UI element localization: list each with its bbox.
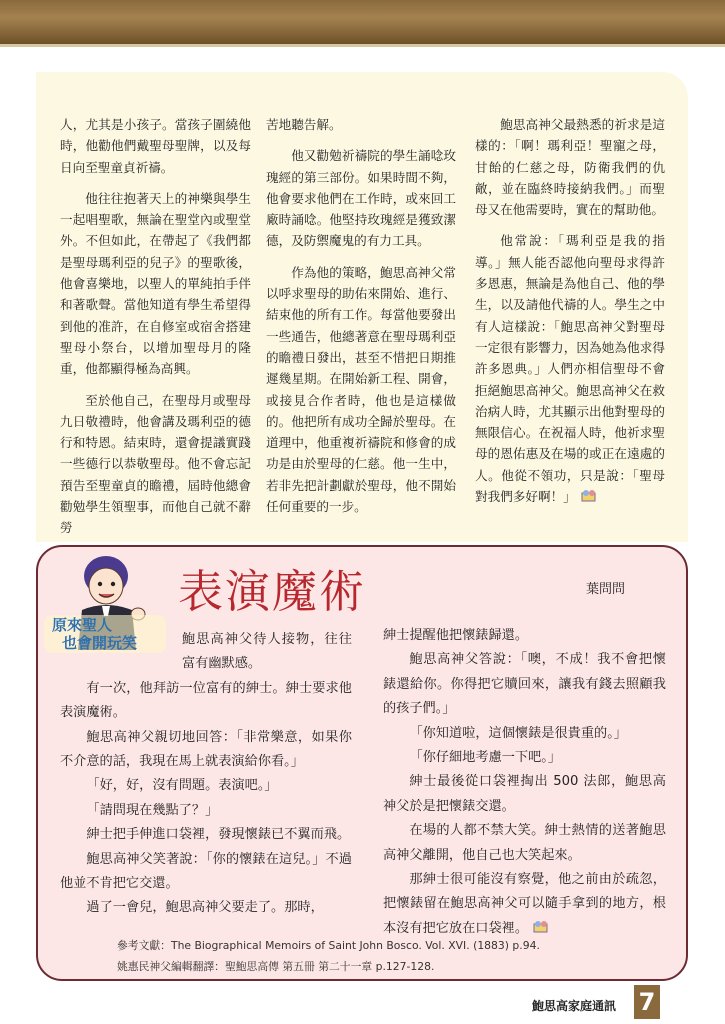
paragraph: 紳士把手伸進口袋裡，發現懷錶已不翼而飛。 xyxy=(86,827,351,843)
paragraph: 「你仔細地考慮一下吧。」 xyxy=(409,750,562,766)
article-column-1 xyxy=(60,114,251,549)
publication-name: 鮑思高家庭通訊 xyxy=(532,999,617,1013)
paragraph xyxy=(383,868,666,941)
paragraph: 鮑思高神父待人接物，往往富有幽默感。 xyxy=(182,632,352,672)
paragraph: 紳士提醒他把懷錶歸還。 xyxy=(383,628,529,643)
paragraph: 過了一會兒，鮑思高神父要走了。那時， xyxy=(86,900,324,916)
header-bar xyxy=(0,0,725,44)
paragraph: 在場的人都不禁大笑。紳士熱情的送著鮑思高神父離開，他自己也大笑起來。 xyxy=(383,823,666,863)
paragraph: 有一次，他拜訪一位富有的紳士。紳士要求他表演魔術。 xyxy=(60,680,352,721)
paragraph: 苦地聽告解。 xyxy=(266,117,342,132)
end-mark-icon xyxy=(580,489,598,503)
paragraph: 鮑思高神父笑著說：「你的懷錶在這兒。」不過他並不肯把它交還。 xyxy=(60,851,352,892)
paragraph: 「你知道啦，這個懷錶是很貴重的。」 xyxy=(409,725,627,741)
paragraph-text: 他常說：「瑪利亞是我的指導。」無人能否認他向聖母求得許多恩惠，無論是為他自己、他的學生，以及請他代禱的人。學生之中有人這樣說：「鮑思高神父對聖母一定很有影響力，因為她為他求得許多恩典。」人們亦相信聖母不會拒絕鮑思高神父。鮑思高神父在救治病人時，尤其顯示出他對聖母的無限信心。在祝福人時，他祈求聖母的恩佑惠及在場的或正在遠處的人。他從不領功，只是說：「聖母對我們多好啊！」 xyxy=(475,233,665,505)
paragraph: 他往往抱著天上的神樂與學生一起唱聖歌，無論在聖堂內或聖堂外。不但如此，在帶起了《我們都是聖母瑪利亞的兒子》的聖歌後，他會喜樂地，以聖人的單純拍手伴和著歌聲。當他知道有學生希望得到他的准許，在自修室或宿舍搭建聖母小祭台，以增加聖母月的隆重，他都顯得極為高興。 xyxy=(60,190,251,377)
paragraph xyxy=(475,230,665,507)
story-column-2 xyxy=(383,624,666,941)
article-column-2 xyxy=(266,114,456,527)
paragraph: 人，尤其是小孩子。當孩子圍繞他時，他勸他們戴聖母聖牌，以及每日向至聖童貞祈禱。 xyxy=(60,117,251,175)
article-column-3 xyxy=(475,114,665,517)
reference-line: 參考文獻：The Biographical Memoirs of Saint John Bosco. Vol. XVI. (1883) p.94. xyxy=(117,939,540,952)
paragraph-text: 那紳士很可能沒有察覺，他之前由於疏忽，把懷錶留在鮑思高神父可以隨手拿到的地方，根本沒有把它放在口袋裡。 xyxy=(383,872,666,936)
paragraph: 鮑思高神父答說：「噢，不成！我不會把懷錶還給你。你得把它贖回來，讓我有錢去照顧我的孩子們。」 xyxy=(383,652,666,717)
paragraph: 紳士最後從口袋裡掏出 500 法郎，鮑思高神父於是把懷錶交還。 xyxy=(383,774,666,814)
references xyxy=(117,935,540,977)
story-author: 葉問問 xyxy=(586,582,626,597)
paragraph: 鮑思高神父親切地回答：「非常樂意，如果你不介意的話，我現在馬上就表演給你看。」 xyxy=(60,729,352,770)
header-divider xyxy=(0,44,725,47)
end-mark-icon xyxy=(532,920,550,934)
paragraph: 「請問現在幾點了？」 xyxy=(86,802,219,818)
paragraph: 他又勸勉祈禱院的學生誦唸玫瑰經的第三部份。如果時間不夠，他會要求他們在工作時，或來回工廠時誦唸。他堅持玫瑰經是獲致潔德，及防禦魔鬼的有力工具。 xyxy=(266,148,456,249)
paragraph: 鮑思高神父最熱悉的祈求是這樣的：「啊！瑪利亞！聖寵之母，甘飴的仁慈之母，防衛我們的仇敵，並在臨終時接納我們。」而聖母又在他需要時，實在的幫助他。 xyxy=(475,117,665,218)
paragraph: 作為他的策略，鮑思高神父常以呼求聖母的助佑來開始、進行、結束他的所有工作。每當他要發出一些通告，他總著意在聖母瑪利亞的瞻禮日發出，甚至不惜把日期推遲幾星期。在開始新工程、開會，或接見合作者時，他也是這樣做的。他把所有成功全歸於聖母。在道理中，他重複祈禱院和修會的成功是由於聖母的仁慈。他一生中，若非先把計劃獻於聖母，他不開始任何重要的一步。 xyxy=(266,264,456,515)
story-column-1 xyxy=(60,628,352,921)
paragraph: 至於他自己，在聖母月或聖母九日敬禮時，他會講及瑪利亞的德行和特恩。結束時，還會提議實踐一些德行以恭敬聖母。他不會忘記預告至聖童貞的瞻禮，屆時他總會勸勉學生領聖事，而他自己就不辭勞 xyxy=(60,392,251,536)
paragraph: 「好，好，沒有問題。表演吧。」 xyxy=(86,778,278,794)
story-title: 表演魔術 xyxy=(178,565,367,618)
page-number: 7 xyxy=(634,985,660,1019)
reference-line: 姚惠民神父編輯翻譯：聖鮑思高傳 第五冊 第二十一章 p.127-128. xyxy=(117,960,435,973)
badge-line-2: 也會開玩笑 xyxy=(62,634,138,652)
badge-line-1: 原來聖人 xyxy=(52,616,113,634)
